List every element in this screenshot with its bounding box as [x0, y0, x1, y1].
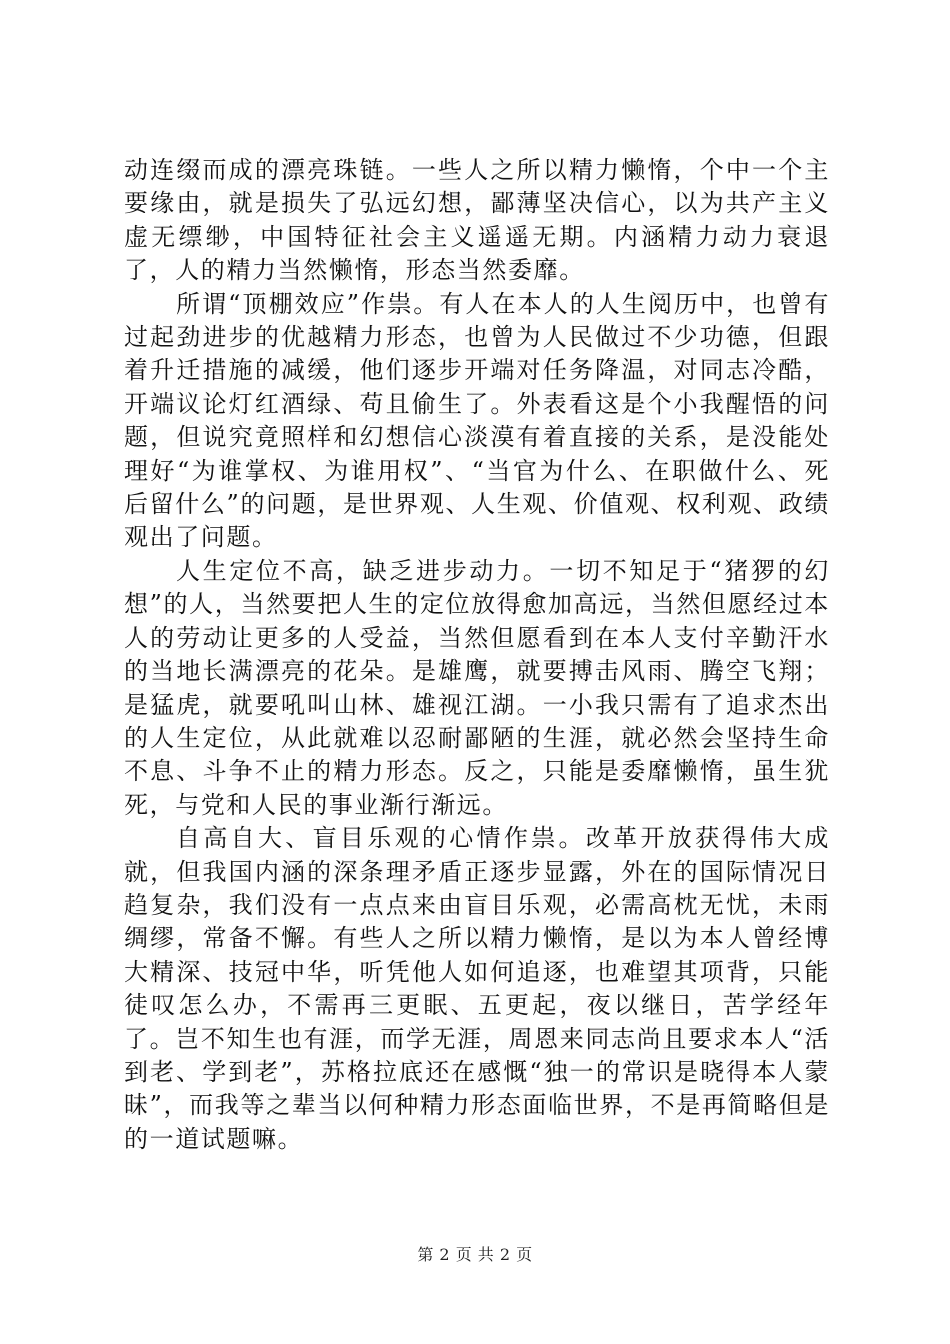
paragraph-4: 自高自大、盲目乐观的心情作祟。改革开放获得伟大成就，但我国内涵的深条理矛盾正逐步显露，外在的国际情况日趋复杂，我们没有一点点来由盲目乐观，必需高枕无忧，未雨绸缪，常备不懈。有些人之所以精力懒惰，是以为本人曾经博大精深、技冠中华，听凭他人如何追逐，也难望其项背，只能徒叹怎么办，不需再三更眠、五更起，夜以继日，苦学经年了。岂不知生也有涯，而学无涯，周恩来同志尚且要求本人“活到老、学到老”，苏格拉底还在感慨“独一的常识是晓得本人蒙昧”，而我等之辈当以何种精力形态面临世界，不是再简略但是的一道试题嘛。	[124, 824, 830, 1153]
paragraph-3: 人生定位不高，缺乏进步动力。一切不知足于“猪猡的幻想”的人，当然要把人生的定位放得愈加高远，当然但愿经过本人的劳动让更多的人受益，当然但愿看到在本人支付辛勤汗水的当地长满漂亮的花朵。是雄鹰，就要搏击风雨、腾空飞翔；是猛虎，就要吼叫山林、雄视江湖。一小我只需有了追求杰出的人生定位，从此就难以忍耐鄙陋的生涯，就必然会坚持生命不息、斗争不止的精力形态。反之，只能是委靡懒惰，虽生犹死，与党和人民的事业渐行渐远。	[124, 556, 830, 819]
paragraph-2: 所谓“顶棚效应”作祟。有人在本人的人生阅历中，也曾有过起劲进步的优越精力形态，也曾为人民做过不少功德，但跟着升迁措施的减缓，他们逐步开端对任务降温，对同志冷酷，开端议论灯红酒绿、苟且偷生了。外表看这是个小我醒悟的问题，但说究竟照样和幻想信心淡漠有着直接的关系，是没能处理好“为谁掌权、为谁用权”、“当官为什么、在职做什么、死后留什么”的问题，是世界观、人生观、价值观、权利观、政绩观出了问题。	[124, 289, 830, 552]
paragraph-1: 动连缀而成的漂亮珠链。一些人之所以精力懒惰，个中一个主要缘由，就是损失了弘远幻想，鄙薄坚决信心，以为共产主义虚无缥缈，中国特征社会主义遥遥无期。内涵精力动力衰退了，人的精力当然懒惰，形态当然委靡。	[124, 156, 830, 285]
page-footer: 第 2 页 共 2 页	[417, 1245, 533, 1264]
body-text	[124, 154, 830, 1156]
